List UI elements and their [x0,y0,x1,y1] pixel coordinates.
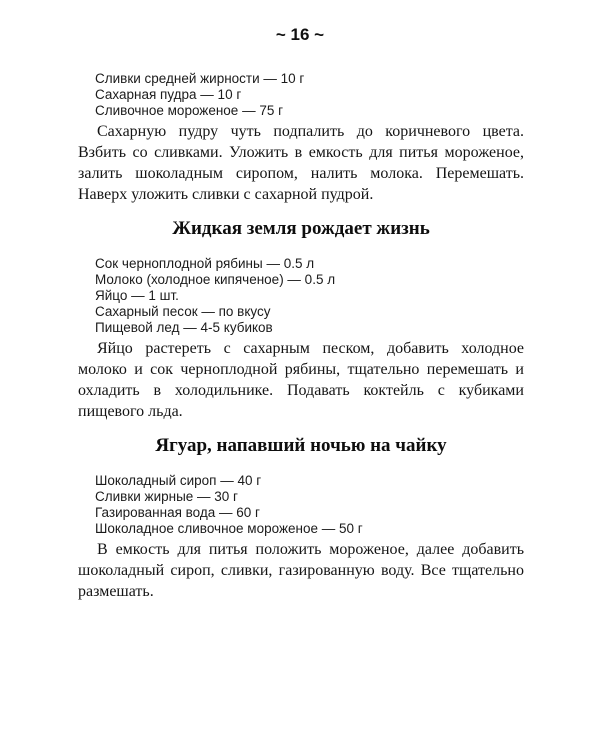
ingredient-line: Молоко (холодное кипяченое) — 0.5 л [95,272,336,287]
ingredient-line: Шоколадное сливочное мороженое — 50 г [95,521,363,536]
ingredient-line: Сок черноплодной рябины — 0.5 л [95,256,315,271]
ingredient-line: Сахарная пудра — 10 г [95,87,242,102]
ingredient-line: Газированная вода — 60 г [95,505,260,520]
recipe-instructions: В емкость для питья положить мороженое, далее добавить шоколадный сироп, сливки, газированную воду. Все тщательно размешать. [78,541,524,600]
ingredient-list [95,71,524,119]
ingredient-line: Сахарный песок — по вкусу [95,304,271,319]
recipe-title: Ягуар, напавший ночью на чайку [155,435,447,456]
ingredient-line: Пищевой лед — 4-5 кубиков [95,320,273,335]
ingredient-line: Сливки жирные — 30 г [95,489,238,504]
ingredient-line: Шоколадный сироп — 40 г [95,473,262,488]
recipe-title: Жидкая земля рождает жизнь [172,218,430,239]
page-content [78,71,524,602]
ingredient-list [95,256,524,336]
recipe-section-continued [78,71,524,205]
recipe-section-liquid-earth [78,217,524,422]
ingredient-list [95,473,524,537]
recipe-section-jaguar [78,434,524,602]
recipe-instructions: Яйцо растереть с сахарным песком, добавить холодное молоко и сок черноплодной рябины, тщательно перемешать и охладить в холодильнике. Подавать коктейль с кубиками пищевого льда. [78,340,524,420]
recipe-instructions: Сахарную пудру чуть подпалить до коричневого цвета. Взбить со сливками. Уложить в емкость для питья мороженое, залить шоколадным сиропом, налить молока. Перемешать. Наверх уложить сливки с сахарной пудрой. [78,123,524,203]
page-number: ~ 16 ~ [275,25,325,44]
ingredient-line: Сливочное мороженое — 75 г [95,103,284,118]
ingredient-line: Сливки средней жирности — 10 г [95,71,305,86]
ingredient-line: Яйцо — 1 шт. [95,288,179,303]
